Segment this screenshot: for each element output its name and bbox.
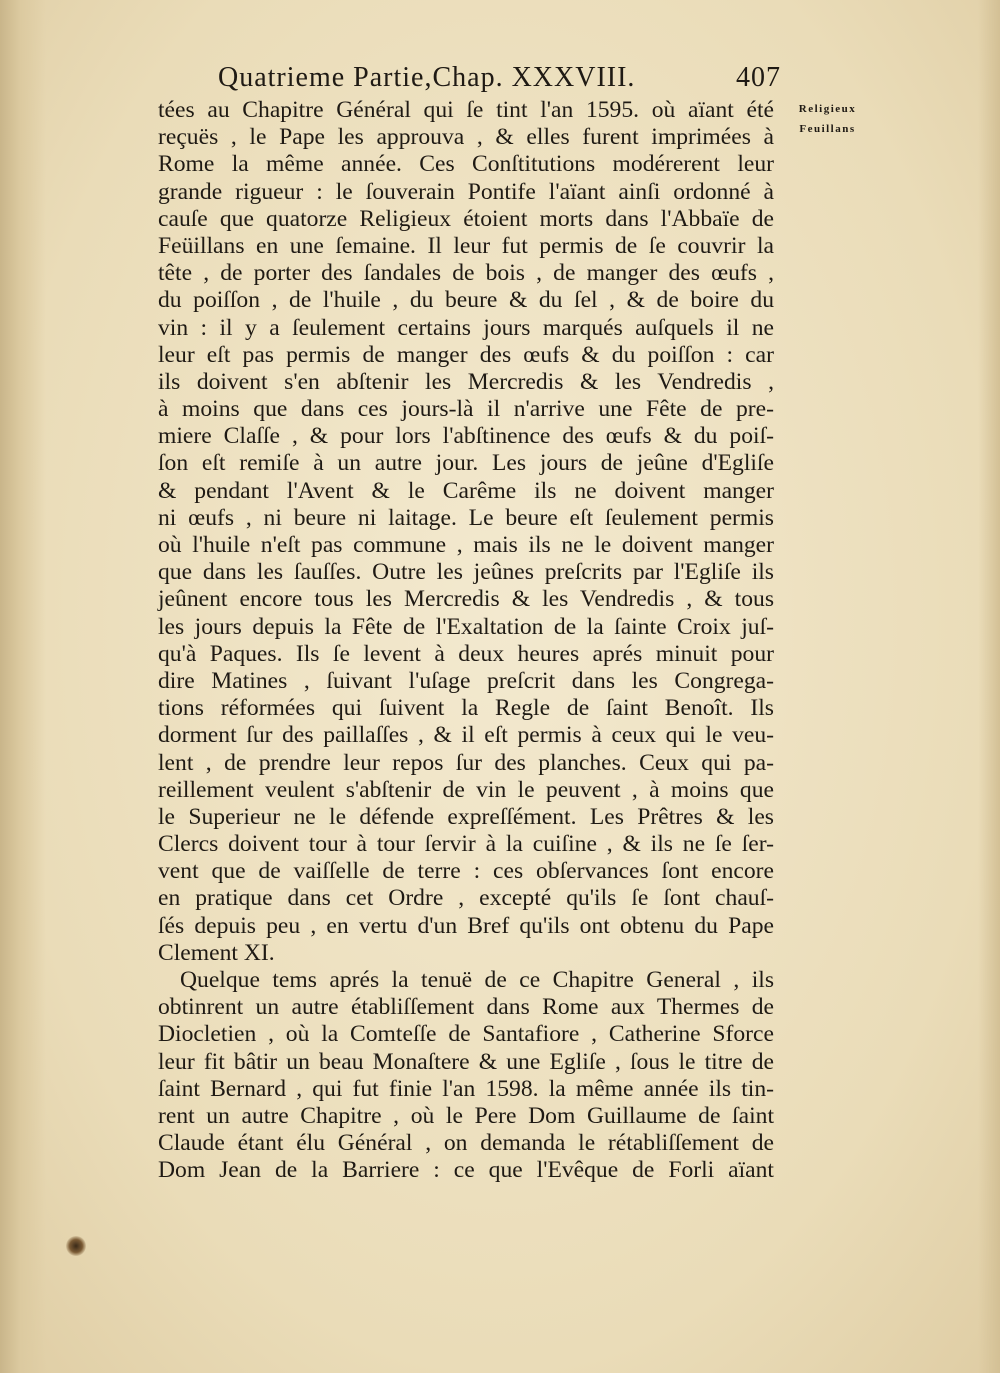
ink-stain xyxy=(66,1236,86,1256)
text-line: vin : il y a ſeulement certains jours marqués auſquels il ne xyxy=(158,314,774,341)
text-line: vent que de vaiſſelle de terre : ces obſervances ſont encore xyxy=(158,858,774,885)
text-line: ſés depuis peu , en vertu d'un Bref qu'ils ont obtenu du Pape xyxy=(158,912,774,939)
body-text xyxy=(158,97,774,1185)
margin-note xyxy=(780,99,875,139)
text-line: Clercs doivent tour à tour ſervir à la cuiſine , & ils ne ſe ſer- xyxy=(158,831,774,858)
text-line: les jours depuis la Fête de l'Exaltation de la ſainte Croix juſ- xyxy=(158,613,774,640)
text-line: dorment ſur des paillaſſes , & il eſt permis à ceux qui le veu- xyxy=(158,722,774,749)
text-line: grande rigueur : le ſouverain Pontife l'aïant ainſi ordonné à xyxy=(158,178,774,205)
page-edge-right xyxy=(978,0,1000,1373)
text-line: tête , de porter des ſandales de bois , de manger des œufs , xyxy=(158,260,774,287)
text-line: cauſe que quatorze Religieux étoient morts dans l'Abbaïe de xyxy=(158,205,774,232)
text-line: que dans les ſauſſes. Outre les jeûnes preſcrits par l'Egliſe ils xyxy=(158,559,774,586)
text-line: lent , de prendre leur repos ſur des planches. Ceux qui pa- xyxy=(158,749,774,776)
text-line: qu'à Paques. Ils ſe levent à deux heures aprés minuit pour xyxy=(158,640,774,667)
text-line: rent un autre Chapitre , où le Pere Dom Guillaume de ſaint xyxy=(158,1102,774,1129)
text-line: jeûnent encore tous les Mercredis & les Vendredis , & tous xyxy=(158,586,774,613)
text-line: tions réformées qui ſuivent la Regle de ſaint Benoît. Ils xyxy=(158,695,774,722)
text-line: Rome la même année. Ces Conſtitutions modérerent leur xyxy=(158,151,774,178)
text-line: Feüillans en une ſemaine. Il leur fut permis de ſe couvrir la xyxy=(158,232,774,259)
text-line: du poiſſon , de l'huile , du beure & du ſel , & de boire du xyxy=(158,287,774,314)
text-line: Clement XI. xyxy=(158,939,275,966)
running-title: Quatrieme Partie,Chap. XXXVIII. xyxy=(218,62,636,93)
text-line: à moins que dans ces jours-là il n'arrive une Fête de pre- xyxy=(158,396,774,423)
running-header xyxy=(218,62,781,94)
text-line: Claude étant élu Général , on demanda le rétabliſſement de xyxy=(158,1130,774,1157)
margin-note-line: Religieux xyxy=(798,103,857,115)
text-line: tées au Chapitre Général qui ſe tint l'an 1595. où aïant été xyxy=(158,97,774,123)
text-line: Diocletien , où la Comteſſe de Santafiore , Catherine Sforce xyxy=(158,1021,774,1048)
text-line: leur eſt pas permis de manger des œufs & du poiſſon : car xyxy=(158,341,774,368)
text-line: dire Matines , ſuivant l'uſage preſcrit dans les Congrega- xyxy=(158,667,774,694)
text-line: & pendant l'Avent & le Carême ils ne doivent manger xyxy=(158,477,774,504)
text-line: ni œufs , ni beure ni laitage. Le beure eſt ſeulement permis xyxy=(158,504,774,531)
text-line: reçuës , le Pape les approuva , & elles furent imprimées à xyxy=(158,124,774,151)
text-line: Quelque tems aprés la tenuë de ce Chapitre General , ils xyxy=(180,967,774,993)
page-edge-left xyxy=(0,0,46,1373)
text-line: obtinrent un autre établiſſement dans Rome aux Thermes de xyxy=(158,994,774,1021)
text-line: leur fit bâtir un beau Monaſtere & une Egliſe , ſous le titre de xyxy=(158,1048,774,1075)
text-line: où l'huile n'eſt pas commune , mais ils ne le doivent manger xyxy=(158,532,774,558)
text-line: miere Claſſe , & pour lors l'abſtinence des œufs & du poiſ- xyxy=(158,423,774,450)
margin-note-line: Feuillans xyxy=(799,123,856,135)
text-line: ils doivent s'en abſtenir les Mercredis & les Vendredis , xyxy=(158,368,774,395)
text-line: reillement veulent s'abſtenir de vin le peuvent , à moins que xyxy=(158,776,774,803)
text-line: Dom Jean de la Barriere : ce que l'Evêque de Forli aïant xyxy=(158,1157,774,1184)
text-line: ſaint Bernard , qui fut finie l'an 1598. la même année ils tin- xyxy=(158,1075,774,1102)
text-line: le Superieur ne le défende expreſſément. Les Prêtres & les xyxy=(158,803,774,830)
text-line: ſon eſt remiſe à un autre jour. Les jours de jeûne d'Egliſe xyxy=(158,450,774,477)
page-number: 407 xyxy=(736,62,781,93)
text-line: en pratique dans cet Ordre , excepté qu'ils ſe ſont chauſ- xyxy=(158,885,774,912)
